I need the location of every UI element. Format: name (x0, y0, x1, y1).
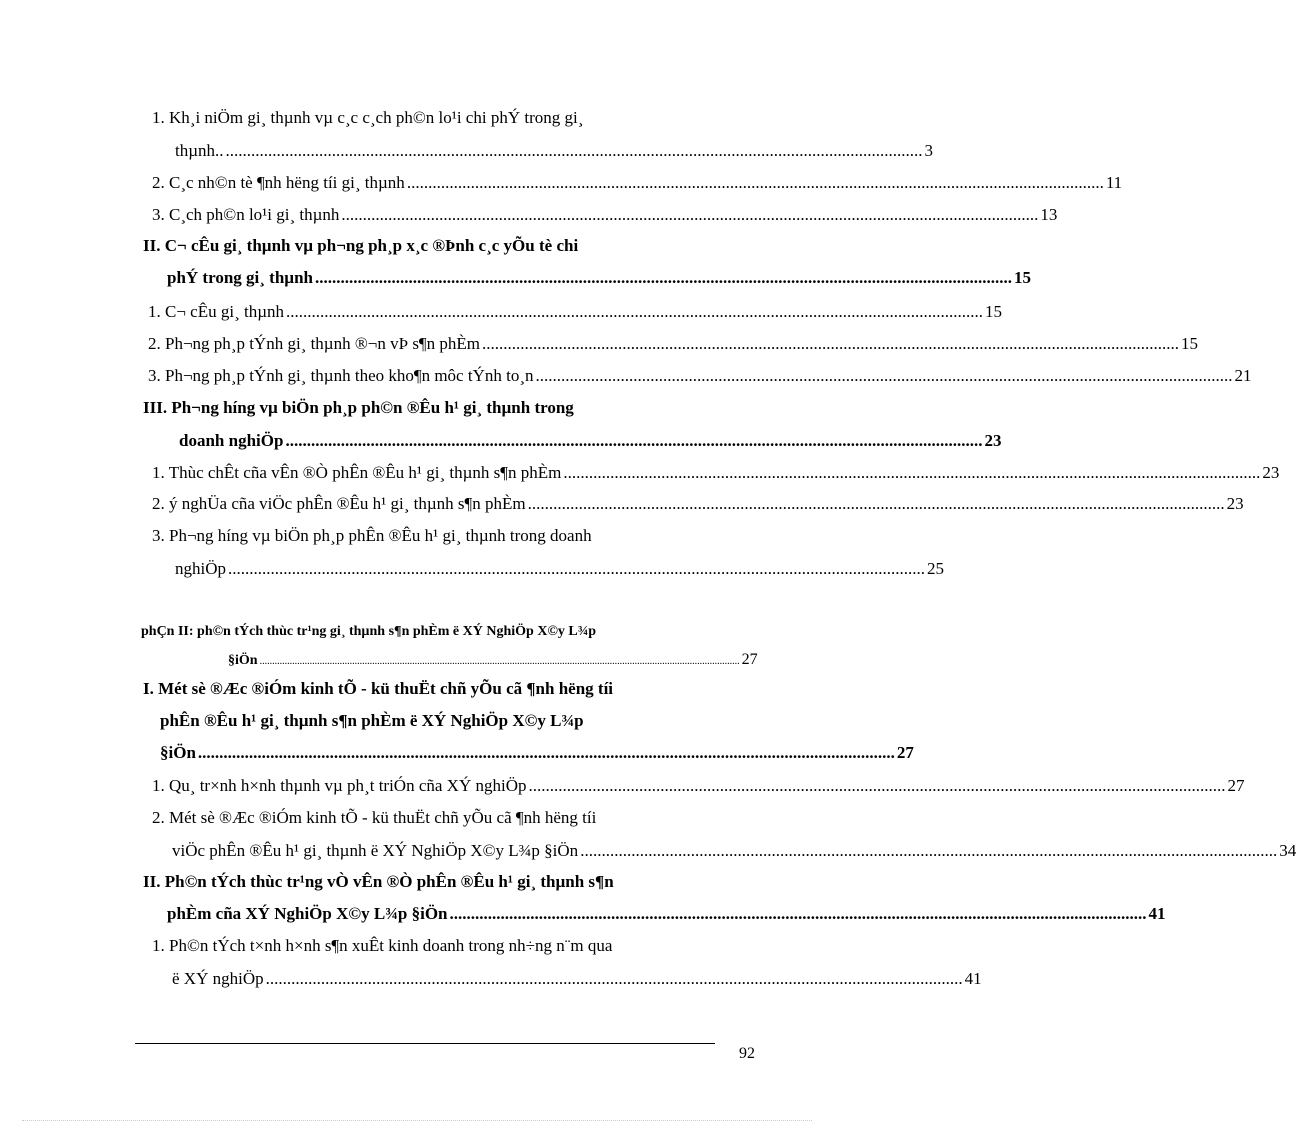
toc-entry (148, 334, 1198, 354)
toc-entry (172, 969, 982, 989)
toc-section-heading (143, 872, 614, 892)
toc-entry (152, 808, 596, 828)
leader-dots: .................................................................................................................................................................... (449, 904, 1147, 923)
toc-section-heading (167, 904, 1166, 924)
toc-entry-text: 1. Kh¸i niÖm gi¸ thµnh vµ c¸c c¸ch ph©n lo¹i chi phÝ trong gi¸ (152, 108, 584, 127)
leader-dots: .................................................................................................................................................................... (315, 268, 1012, 287)
toc-page-number: 15 (985, 302, 1003, 321)
leader-dots: .................................................................................................................................................................... (528, 776, 1226, 795)
toc-entry (152, 936, 612, 956)
leader-dots: .................................................................................................................................................................... (286, 302, 984, 321)
toc-entry (152, 205, 1058, 225)
toc-entry (148, 302, 1003, 322)
toc-section-heading (167, 268, 1031, 288)
toc-entry (152, 173, 1123, 193)
toc-page-number: 23 (984, 431, 1002, 450)
toc-entry-text: III. Ph¬ng híng vµ biÖn ph¸p ph©n ®Êu h¹ gi¸ thµnh trong (143, 398, 574, 417)
leader-dots: ................................................................................................................................................................................................ (259, 656, 740, 667)
toc-entry-text: §iÖn (228, 653, 258, 668)
toc-page-number: 3 (924, 141, 934, 160)
toc-entry-text: 3. C¸ch ph©n lo¹i gi¸ thµnh (152, 205, 340, 224)
toc-entry-text: ë XÝ nghiÖp (172, 969, 264, 988)
toc-page-number: 34 (1279, 841, 1296, 860)
leader-dots: .................................................................................................................................................................... (527, 494, 1225, 513)
toc-page-number: 27 (1227, 776, 1245, 795)
toc-entry-text: 1. Thùc chÊt cña vÊn ®Ò phÊn ®Êu h¹ gi¸ thµnh s¶n phÈm (152, 463, 562, 482)
toc-entry (175, 141, 934, 161)
toc-entry (148, 366, 1252, 386)
toc-entry-text: nghiÖp (175, 559, 226, 578)
toc-entry (152, 494, 1244, 514)
toc-section-heading (179, 431, 1002, 451)
page-number: 92 (739, 1045, 755, 1062)
leader-dots: .................................................................................................................................................................... (341, 205, 1039, 224)
toc-entry-text: 3. Ph¬ng ph¸p tÝnh gi¸ thµnh theo kho¶n môc tÝnh to¸n (148, 366, 534, 385)
leader-dots: .................................................................................................................................................................... (285, 431, 983, 450)
leader-dots: .................................................................................................................................................................... (225, 141, 923, 160)
leader-dots: .................................................................................................................................................................... (563, 463, 1261, 482)
toc-entry-text: doanh nghiÖp (179, 431, 284, 450)
leader-dots: .................................................................................................................................................................... (535, 366, 1233, 385)
toc-page-number: 21 (1234, 366, 1252, 385)
toc-entry-text: II. Ph©n tÝch thùc tr¹ng vÒ vÊn ®Ò phÊn ®Êu h¹ gi¸ thµnh s¶n (143, 872, 614, 891)
toc-section-heading (143, 236, 578, 256)
toc-page-number: 15 (1181, 334, 1198, 353)
toc-page-number: 41 (964, 969, 982, 988)
toc-page-number: 27 (741, 651, 758, 668)
toc-page-number: 25 (927, 559, 944, 578)
toc-entry (152, 463, 1280, 483)
toc-entry-text: thµnh.. (175, 141, 224, 160)
toc-section-heading (143, 679, 613, 699)
toc-entry-text: §iÖn (160, 743, 196, 762)
toc-page-number: 27 (896, 743, 914, 762)
toc-entry (175, 559, 944, 579)
toc-part-heading (141, 624, 596, 640)
toc-entry (152, 108, 583, 128)
toc-entry-text: 2. C¸c nh©n tè ¶nh hëng tíi gi¸ thµnh (152, 173, 405, 192)
toc-part-heading (228, 651, 758, 669)
toc-entry-text: 3. Ph¬ng híng vµ biÖn ph¸p phÊn ®Êu h¹ gi¸ thµnh trong doanh (152, 526, 592, 545)
toc-page-number: 13 (1040, 205, 1058, 224)
toc-entry-text: phÝ trong gi¸ thµnh (167, 268, 313, 287)
toc-entry-text: phÈm cña XÝ NghiÖp X©y L¾p §iÖn (167, 904, 448, 923)
toc-page-number: 23 (1262, 463, 1280, 482)
leader-dots: .................................................................................................................................................................... (265, 969, 963, 988)
footer-rule (135, 1043, 715, 1044)
toc-entry-text: viÖc phÊn ®Êu h¹ gi¸ thµnh ë XÝ NghiÖp X©y L¾p §iÖn (172, 841, 579, 860)
toc-entry-text: phÊn ®Êu h¹ gi¸ thµnh s¶n phÈm ë XÝ NghiÖp X©y L¾p (160, 711, 584, 730)
leader-dots: .................................................................................................................................................................... (482, 334, 1179, 353)
leader-dots: .................................................................................................................................................................... (580, 841, 1278, 860)
toc-entry (152, 526, 592, 546)
toc-page-number: 41 (1148, 904, 1166, 923)
page-edge-divider (22, 1120, 812, 1121)
toc-section-heading (160, 711, 584, 731)
toc-entry-text: phÇn II: ph©n tÝch thùc tr¹ng gi¸ thµnh s¶n phÈm ë XÝ NghiÖp X©y L¾p (141, 624, 597, 639)
toc-entry-text: I. Mét sè ®Æc ®iÓm kinh tÕ - kü thuËt chñ yÕu cã ¶nh hëng tíi (143, 679, 614, 698)
toc-page-number: 15 (1014, 268, 1031, 287)
toc-entry-text: 1. Ph©n tÝch t×nh h×nh s¶n xuÊt kinh doanh trong nh÷ng n¨m qua (152, 936, 613, 955)
toc-section-heading (143, 398, 574, 418)
toc-section-heading (160, 743, 914, 763)
leader-dots: .................................................................................................................................................................... (197, 743, 895, 762)
toc-entry (172, 841, 1296, 861)
toc-page-number: 11 (1105, 173, 1123, 192)
leader-dots: .................................................................................................................................................................... (228, 559, 925, 578)
toc-page-number: 23 (1226, 494, 1244, 513)
toc-entry-text: 2. Mét sè ®Æc ®iÓm kinh tÕ - kü thuËt chñ yÕu cã ¶nh hëng tíi (152, 808, 597, 827)
toc-entry-text: 2. ý nghÜa cña viÖc phÊn ®Êu h¹ gi¸ thµnh s¶n phÈm (152, 494, 526, 513)
toc-entry-text: 1. C¬ cÊu gi¸ thµnh (148, 302, 285, 321)
leader-dots: .................................................................................................................................................................... (406, 173, 1104, 192)
toc-entry-text: 2. Ph¬ng ph¸p tÝnh gi¸ thµnh ®¬n vÞ s¶n phÈm (148, 334, 480, 353)
toc-entry (152, 776, 1245, 796)
toc-entry-text: II. C¬ cÊu gi¸ thµnh vµ ph¬ng ph¸p x¸c ®Þnh c¸c yÕu tè chi (143, 236, 579, 255)
toc-entry-text: 1. Qu¸ tr×nh h×nh thµnh vµ ph¸t triÓn cña XÝ nghiÖp (152, 776, 527, 795)
